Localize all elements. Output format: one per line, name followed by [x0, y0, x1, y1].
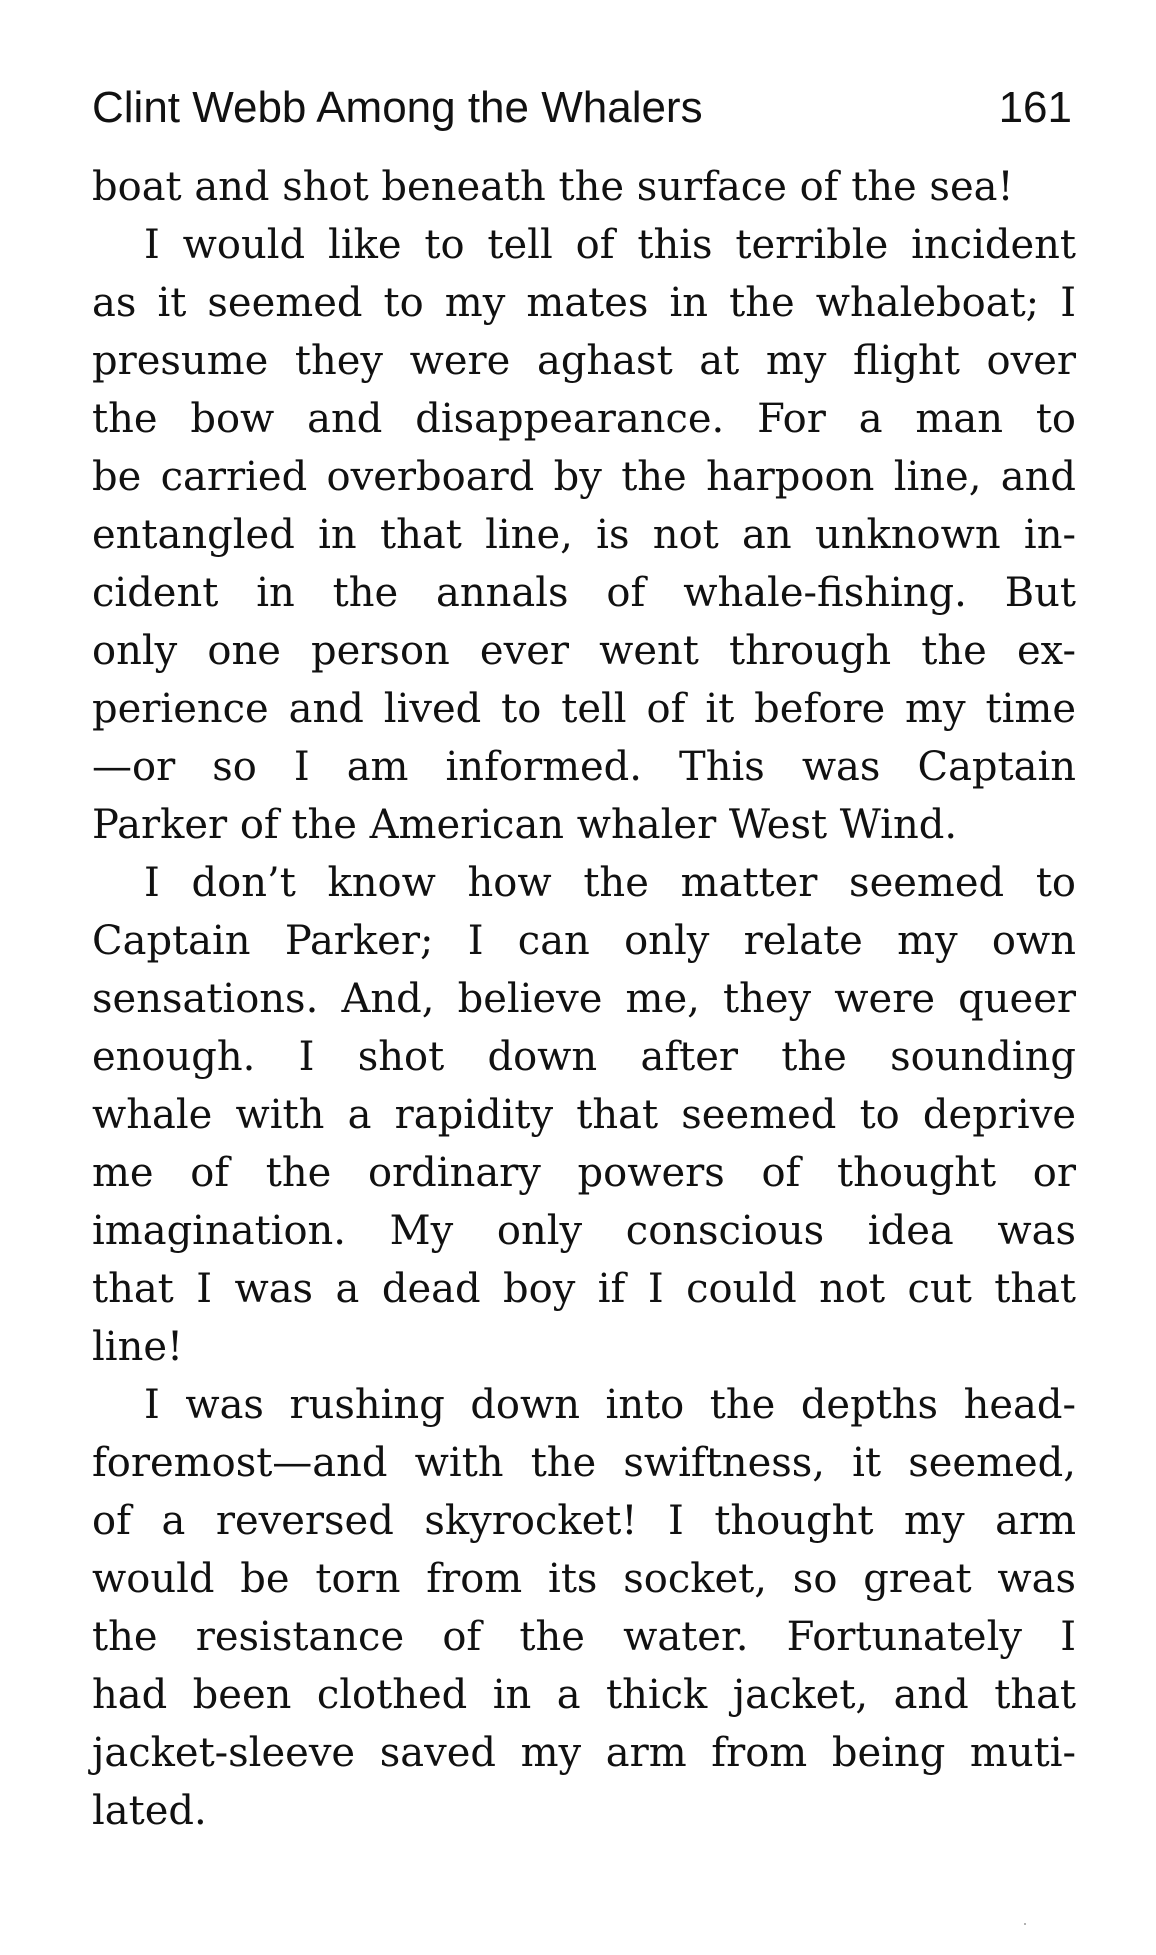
running-title: Clint Webb Among the Whalers — [92, 83, 703, 132]
text-line: entangled in that line, is not an unknown in- — [92, 512, 1076, 558]
page-number: 161 — [998, 83, 1072, 132]
body-text — [92, 158, 1076, 1840]
text-line: jacket-sleeve saved my arm from being muti- — [92, 1730, 1076, 1776]
text-line: be carried overboard by the harpoon line, and — [92, 454, 1076, 500]
text-line: —or so I am informed. This was Captain — [92, 744, 1076, 790]
text-line: me of the ordinary powers of thought or — [92, 1150, 1076, 1196]
text-line: perience and lived to tell of it before my time — [92, 686, 1076, 732]
text-line: would be torn from its socket, so great was — [92, 1556, 1076, 1602]
text-line: lated. — [92, 1788, 207, 1834]
text-line: of a reversed skyrocket! I thought my arm — [92, 1498, 1076, 1544]
text-line: the resistance of the water. Fortunately I — [92, 1614, 1076, 1660]
text-line: cident in the annals of whale-fishing. But — [92, 570, 1076, 616]
text-line: the bow and disappearance. For a man to — [92, 396, 1076, 442]
text-line: sensations. And, believe me, they were queer — [92, 976, 1076, 1022]
text-line: foremost—and with the swiftness, it seemed, — [92, 1440, 1076, 1486]
text-line: whale with a rapidity that seemed to deprive — [92, 1092, 1076, 1138]
print-speck — [1024, 1923, 1026, 1925]
running-header — [92, 78, 1072, 138]
text-line: boat and shot beneath the surface of the sea! — [92, 164, 1014, 210]
text-line: I was rushing down into the depths head- — [144, 1382, 1076, 1428]
text-line: Captain Parker; I can only relate my own — [92, 918, 1076, 964]
text-line: imagination. My only conscious idea was — [92, 1208, 1076, 1254]
text-line: I don’t know how the matter seemed to — [144, 860, 1076, 906]
text-line: enough. I shot down after the sounding — [92, 1034, 1076, 1080]
text-line: that I was a dead boy if I could not cut that — [92, 1266, 1076, 1312]
text-line: had been clothed in a thick jacket, and that — [92, 1672, 1076, 1718]
text-line: presume they were aghast at my flight over — [92, 338, 1076, 384]
text-line: only one person ever went through the ex- — [92, 628, 1076, 674]
text-line: as it seemed to my mates in the whaleboat; I — [92, 280, 1076, 326]
text-line: line! — [92, 1324, 184, 1370]
text-line: I would like to tell of this terrible incident — [144, 222, 1076, 268]
text-line: Parker of the American whaler West Wind. — [92, 802, 958, 848]
